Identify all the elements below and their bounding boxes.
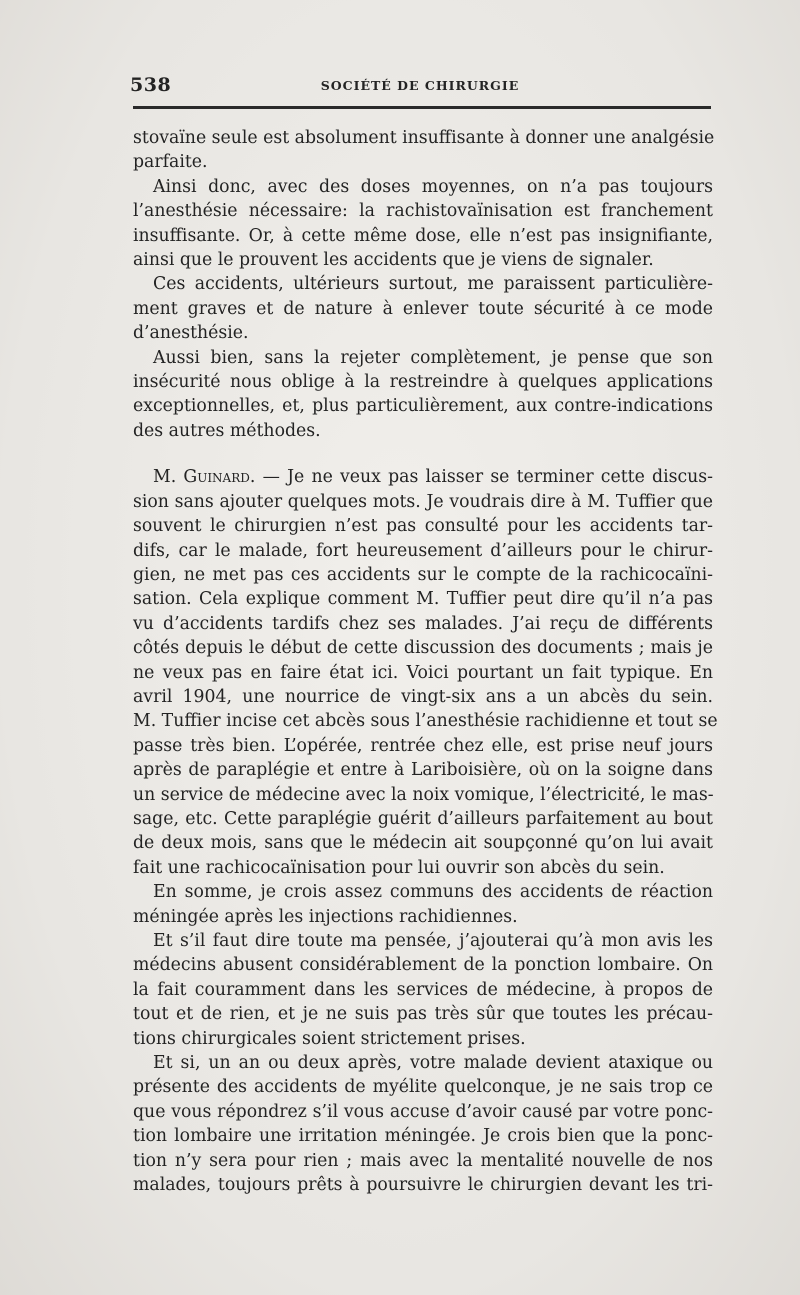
text-line: sation. Cela explique comment M. Tuffier peut dire qu’il n’a pas: [133, 589, 713, 610]
text-line: exceptionnelles, et, plus particulièrement, aux contre-indications: [133, 396, 713, 417]
text-line: vu d’accidents tardifs chez ses malades. J’ai reçu de différents: [133, 613, 713, 634]
text-line: [133, 465, 713, 489]
text-line: la fait couramment dans les services de médecine, à propos de: [133, 979, 713, 1000]
text-line: Ces accidents, ultérieurs surtout, me paraissent particulière-: [153, 274, 713, 295]
text-line: côtés depuis le début de cette discussion des documents ; mais je: [133, 638, 713, 659]
running-title: SOCIÉTÉ DE CHIRURGIE: [320, 78, 520, 93]
speaker-name: M. Guinard.: [153, 467, 256, 488]
text-line: des autres méthodes.: [133, 420, 321, 441]
text-line: passe très bien. L’opérée, rentrée chez elle, est prise neuf jours: [133, 735, 713, 756]
text-line: fait une rachicocaïnisation pour lui ouvrir son abcès du sein.: [133, 857, 665, 878]
paragraph: [133, 1051, 713, 1197]
text-line: sion sans ajouter quelques mots. Je voudrais dire à M. Tuffier que: [133, 491, 713, 512]
text-line: Aussi bien, sans la rejeter complètement, je pense que son: [153, 347, 713, 368]
text-line: difs, car le malade, fort heureusement d’ailleurs pour le chirur-: [133, 540, 713, 561]
text-line: d’anesthésie.: [133, 323, 249, 344]
text-line: stovaïne seule est absolument insuffisante à donner une analgésie: [133, 128, 715, 148]
text-line-rest: — Je ne veux pas laisser se terminer cette discus-: [255, 467, 713, 488]
text-line: Ainsi donc, avec des doses moyennes, on n’a pas toujours: [153, 176, 713, 197]
header-rule: [133, 106, 711, 109]
text-line: gien, ne met pas ces accidents sur le compte de la rachicocaïni-: [133, 564, 713, 585]
text-line: tion n’y sera pour rien ; mais avec la mentalité nouvelle de nos: [133, 1150, 713, 1171]
paragraph: [133, 929, 713, 1051]
paragraph-gap: [133, 443, 713, 465]
paragraph: [133, 126, 713, 175]
text-line: tion lombaire une irritation méningée. Je crois bien que la ponc-: [133, 1126, 713, 1147]
text-line: tions chirurgicales soient strictement prises.: [133, 1028, 526, 1049]
text-line: M. Tuffier incise cet abcès sous l’anesthésie rachidienne et tout se: [133, 711, 718, 732]
text-line: l’anesthésie nécessaire: la rachistovaïnisation est franchement: [133, 201, 713, 222]
text-line: En somme, je crois assez communs des accidents de réaction: [153, 882, 713, 903]
paragraph: [133, 880, 713, 929]
text-line: ne veux pas en faire état ici. Voici pourtant un fait typique. En: [133, 662, 713, 683]
text-line: malades, toujours prêts à poursuivre le chirurgien devant les tri-: [133, 1175, 713, 1196]
paragraph: [133, 175, 713, 273]
text-line: parfaite.: [133, 152, 208, 173]
text-line: médecins abusent considérablement de la ponction lombaire. On: [133, 955, 713, 976]
text-line: insuffisante. Or, à cette même dose, elle n’est pas insignifiante,: [133, 225, 713, 246]
paragraph: [133, 272, 713, 345]
text-line: avril 1904, une nourrice de vingt-six ans a un abcès du sein.: [133, 686, 713, 707]
text-line: de deux mois, sans que le médecin ait soupçonné qu’on lui avait: [133, 833, 713, 854]
paragraph: [133, 465, 718, 880]
text-line: insécurité nous oblige à la restreindre à quelques applications: [133, 372, 713, 393]
text-line: ment graves et de nature à enlever toute sécurité à ce mode: [133, 298, 713, 319]
text-line: méningée après les injections rachidiennes.: [133, 906, 518, 927]
text-line: Et si, un an ou deux après, votre malade devient ataxique ou: [153, 1053, 713, 1074]
body-text: [133, 126, 718, 1197]
text-line: après de paraplégie et entre à Lariboisière, où on la soigne dans: [133, 760, 713, 781]
text-line: sage, etc. Cette paraplégie guérit d’ailleurs parfaitement au bout: [133, 808, 713, 829]
paragraph: [133, 346, 713, 444]
text-line: tout et de rien, et je ne suis pas très sûr que toutes les précau-: [133, 1004, 713, 1025]
text-line: que vous répondrez s’il vous accuse d’avoir causé par votre ponc-: [133, 1101, 713, 1122]
text-line: présente des accidents de myélite quelconque, je ne sais trop ce: [133, 1077, 713, 1098]
text-line: Et s’il faut dire toute ma pensée, j’ajouterai qu’à mon avis les: [153, 931, 713, 951]
text-line: un service de médecine avec la noix vomique, l’électricité, le mas-: [133, 784, 714, 805]
text-line: souvent le chirurgien n’est pas consulté pour les accidents tar-: [133, 516, 713, 537]
page-number: 538: [130, 74, 172, 96]
page-header: [130, 74, 712, 98]
text-line: ainsi que le prouvent les accidents que je viens de signaler.: [133, 250, 654, 271]
